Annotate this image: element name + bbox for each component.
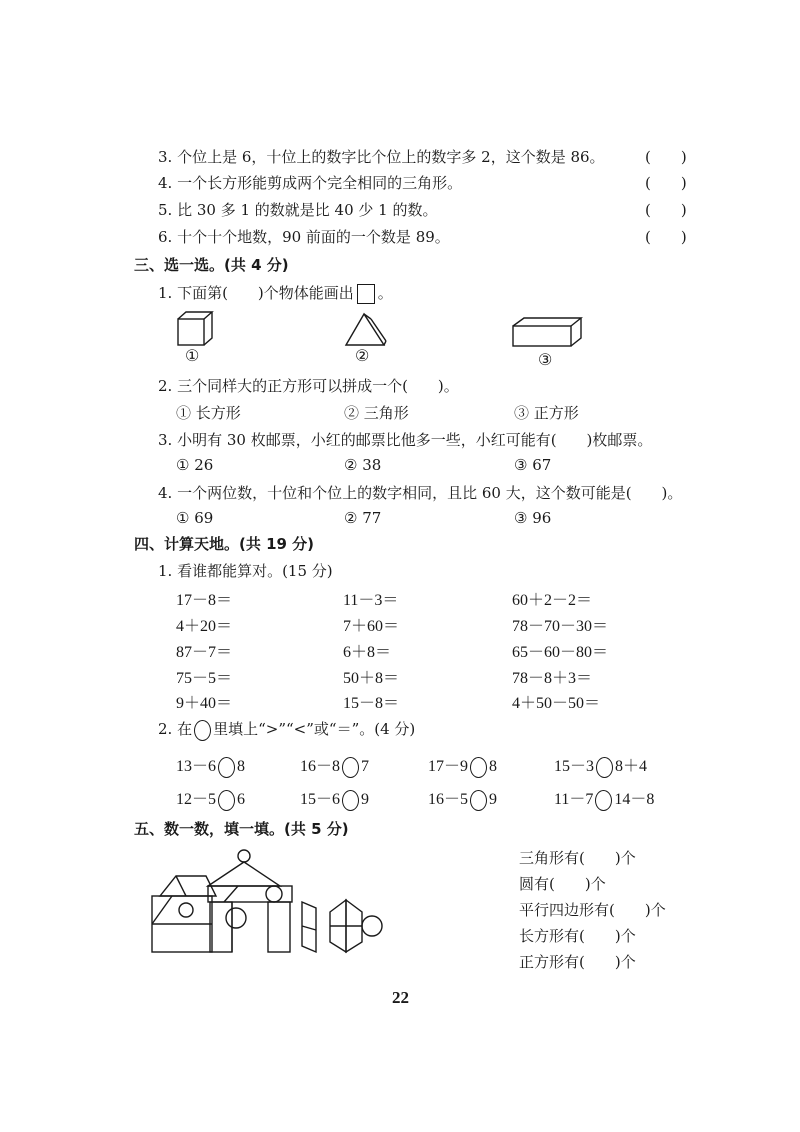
judge-item-3: 3. 个位上是 6，十位上的数字比个位上的数字多 2，这个数是 86。 <box>158 148 605 166</box>
calc-expr[interactable]: 78－8＋3＝ <box>512 670 593 687</box>
calc-expr[interactable]: 4＋50－50＝ <box>512 695 601 712</box>
compare-left: 12－5 <box>176 791 217 808</box>
compare-left: 15－6 <box>300 791 341 808</box>
calc-expr[interactable]: 87－7＝ <box>176 644 233 661</box>
choose-q2-option-a[interactable]: ① 长方形 <box>176 404 241 422</box>
cube-figure <box>176 310 216 350</box>
judge-paren-4[interactable]: ( ) <box>645 174 687 192</box>
compare-item <box>554 753 647 778</box>
choose-q2-option-b[interactable]: ② 三角形 <box>344 404 409 422</box>
calc-expr[interactable]: 78－70－30＝ <box>512 618 609 635</box>
calc-expr[interactable]: 60＋2－2＝ <box>512 592 593 609</box>
compare-left: 13－6 <box>176 758 217 775</box>
choose-q1-text: 1. 下面第( )个物体能画出 <box>158 284 354 302</box>
compare-circle-icon <box>194 720 211 741</box>
choose-q4-option-b[interactable]: ② 77 <box>344 509 382 527</box>
compare-item <box>428 753 497 778</box>
compare-item <box>176 786 245 811</box>
choose-q3: 3. 小明有 30 枚邮票，小红的邮票比他多一些，小红可能有( )枚邮票。 <box>158 431 653 449</box>
compare-item <box>300 753 369 778</box>
compare-right: 7 <box>361 758 370 775</box>
judge-item-5: 5. 比 30 多 1 的数就是比 40 少 1 的数。 <box>158 201 438 219</box>
judge-paren-5[interactable]: ( ) <box>645 201 687 219</box>
compare-item <box>428 786 497 811</box>
compare-left: 15－3 <box>554 758 595 775</box>
compare-circle[interactable] <box>342 790 359 811</box>
compare-right: 8＋4 <box>615 758 648 775</box>
compare-right: 8 <box>489 758 498 775</box>
calc-expr[interactable]: 15－8＝ <box>343 695 400 712</box>
count-square[interactable]: 正方形有( )个 <box>519 953 636 971</box>
calc-expr[interactable]: 9＋40＝ <box>176 695 233 712</box>
compare-circle[interactable] <box>342 757 359 778</box>
choose-q4: 4. 一个两位数，十位和个位上的数字相同，且比 60 大，这个数可能是( )。 <box>158 484 683 502</box>
choose-q1-option-1[interactable]: ① <box>185 346 200 365</box>
compare-circle[interactable] <box>470 757 487 778</box>
compare-circle[interactable] <box>595 790 612 811</box>
compare-left: 16－5 <box>428 791 469 808</box>
calc-expr[interactable]: 17－8＝ <box>176 592 233 609</box>
judge-paren-6[interactable]: ( ) <box>645 228 687 246</box>
choose-q2: 2. 三个同样大的正方形可以拼成一个( )。 <box>158 377 459 395</box>
count-parallelogram[interactable]: 平行四边形有( )个 <box>519 901 666 919</box>
judge-item-6: 6. 十个十个地数，90 前面的一个数是 89。 <box>158 228 450 246</box>
calc-expr[interactable]: 75－5＝ <box>176 670 233 687</box>
choose-q1-end: 。 <box>377 284 393 302</box>
count-circle[interactable]: 圆有( )个 <box>519 875 606 893</box>
choose-q1 <box>158 282 393 304</box>
choose-q4-option-c[interactable]: ③ 96 <box>514 509 552 527</box>
choose-q3-option-b[interactable]: ② 38 <box>344 456 382 474</box>
square-icon <box>357 284 375 304</box>
compare-left: 16－8 <box>300 758 341 775</box>
count-rectangle[interactable]: 长方形有( )个 <box>519 927 636 945</box>
judge-item-4: 4. 一个长方形能剪成两个完全相同的三角形。 <box>158 174 463 192</box>
calc-q2-text-end: 里填上“>”“<”或“＝”。(4 分) <box>213 720 416 738</box>
choose-q1-option-3[interactable]: ③ <box>538 350 553 369</box>
calc-q2-title <box>158 718 415 741</box>
count-triangle[interactable]: 三角形有( )个 <box>519 849 636 867</box>
section-choose-heading: 三、选一选。(共 4 分) <box>134 256 289 274</box>
compare-item <box>176 753 245 778</box>
choose-q4-option-a[interactable]: ① 69 <box>176 509 214 527</box>
shape-composition-figure <box>150 846 390 966</box>
compare-right: 9 <box>361 791 370 808</box>
compare-left: 17－9 <box>428 758 469 775</box>
calc-q2-text-start: 2. 在 <box>158 720 193 738</box>
compare-circle[interactable] <box>596 757 613 778</box>
triangular-prism-figure <box>344 311 388 349</box>
compare-circle[interactable] <box>218 757 235 778</box>
calc-expr[interactable]: 4＋20＝ <box>176 618 233 635</box>
choose-q2-option-c[interactable]: ③ 正方形 <box>514 404 579 422</box>
choose-q3-option-a[interactable]: ① 26 <box>176 456 214 474</box>
choose-q1-option-2[interactable]: ② <box>355 346 370 365</box>
compare-item <box>554 786 654 811</box>
section-calc-heading: 四、计算天地。(共 19 分) <box>134 535 315 553</box>
judge-paren-3[interactable]: ( ) <box>645 148 687 166</box>
page-number: 22 <box>392 988 409 1007</box>
compare-right: 14－8 <box>614 791 655 808</box>
calc-expr[interactable]: 11－3＝ <box>343 592 399 609</box>
calc-expr[interactable]: 6＋8＝ <box>343 644 392 661</box>
compare-item <box>300 786 369 811</box>
compare-right: 6 <box>237 791 246 808</box>
compare-right: 8 <box>237 758 246 775</box>
calc-expr[interactable]: 7＋60＝ <box>343 618 400 635</box>
choose-q3-option-c[interactable]: ③ 67 <box>514 456 552 474</box>
compare-circle[interactable] <box>218 790 235 811</box>
calc-q1-title: 1. 看谁都能算对。(15 分) <box>158 562 333 580</box>
calc-expr[interactable]: 50＋8＝ <box>343 670 400 687</box>
compare-left: 11－7 <box>554 791 594 808</box>
compare-right: 9 <box>489 791 498 808</box>
cuboid-figure <box>511 316 583 348</box>
section-count-heading: 五、数一数，填一填。(共 5 分) <box>134 820 349 838</box>
calc-expr[interactable]: 65－60－80＝ <box>512 644 609 661</box>
compare-circle[interactable] <box>470 790 487 811</box>
